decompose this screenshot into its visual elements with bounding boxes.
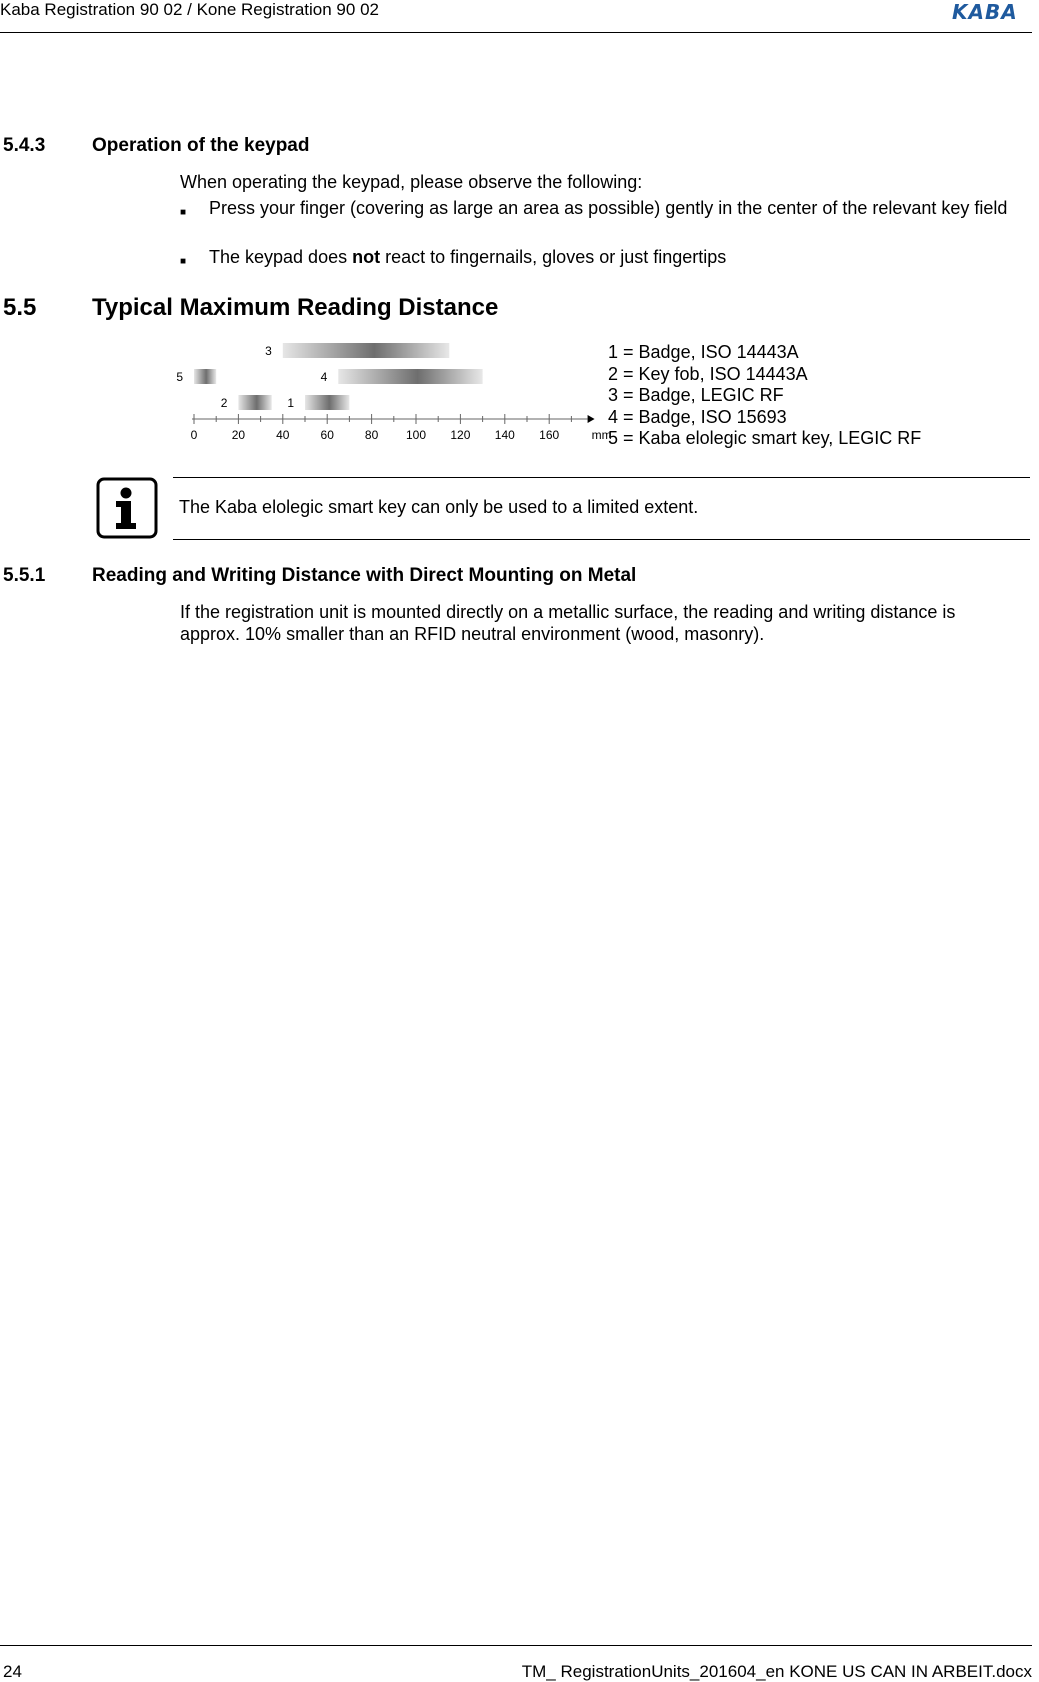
x-tick-label: 80 (364, 428, 379, 442)
bar-label: 1 (287, 396, 294, 410)
list-item: ■ The keypad does not react to fingernails, gloves or just fingertips (180, 247, 1010, 269)
bar-label: 2 (220, 396, 228, 410)
info-icon (96, 477, 158, 539)
info-note (173, 477, 1030, 540)
legend-item: 1 = Badge, ISO 14443A (608, 342, 799, 362)
x-tick-label: 100 (405, 428, 427, 442)
reading-distance-chart (176, 338, 612, 448)
x-tick-label: 140 (494, 428, 515, 442)
bar-label: 5 (176, 370, 183, 384)
chart-legend (608, 342, 921, 450)
bullet-icon: ■ (180, 256, 187, 267)
x-tick-label: 0 (190, 428, 198, 442)
header-title: Kaba Registration 90 02 / Kone Registration 90 02 (0, 0, 379, 19)
legend-item: 2 = Key fob, ISO 14443A (608, 363, 808, 384)
bullet-icon: ■ (180, 207, 187, 218)
range-bar (194, 369, 216, 384)
axis-unit-label: mm (591, 428, 612, 442)
keypad-intro: When operating the keypad, please observe the following: (180, 172, 643, 192)
range-bar (305, 395, 349, 410)
metal-mounting-text: If the registration unit is mounted directly on a metallic surface, the reading and writing distance is approx. 10% smaller than an RFID neutral environment (wood, masonry). (180, 602, 956, 644)
page-footer (0, 1645, 1032, 1681)
axis-arrow-icon (588, 415, 595, 423)
page-header (0, 0, 1032, 33)
x-tick-label: 120 (450, 428, 471, 442)
x-tick-label: 40 (276, 428, 290, 442)
document-name: TM_ RegistrationUnits_201604_en KONE US CAN IN ARBEIT.docx (521, 1662, 1032, 1681)
legend-item: 3 = Badge, LEGIC RF (608, 385, 784, 405)
bar-label: 4 (320, 370, 328, 384)
bar-label: 3 (265, 344, 272, 358)
page-number: 24 (3, 1662, 22, 1681)
info-note-text: The Kaba elolegic smart key can only be used to a limited extent. (179, 497, 699, 517)
legend-item: 4 = Badge, ISO 15693 (608, 406, 787, 427)
kaba-logo: KABA (952, 0, 1018, 24)
legend-item: 5 = Kaba elolegic smart key, LEGIC RF (608, 428, 922, 448)
range-bar (338, 369, 482, 384)
x-tick-label: 60 (320, 428, 334, 442)
range-bar (238, 395, 271, 410)
x-tick-label: 160 (539, 428, 560, 442)
list-item: ■ Press your finger (covering as large an area as possible) gently in the center of the relevant key field (180, 198, 1010, 242)
range-bar (283, 343, 450, 358)
x-tick-label: 20 (231, 428, 246, 442)
